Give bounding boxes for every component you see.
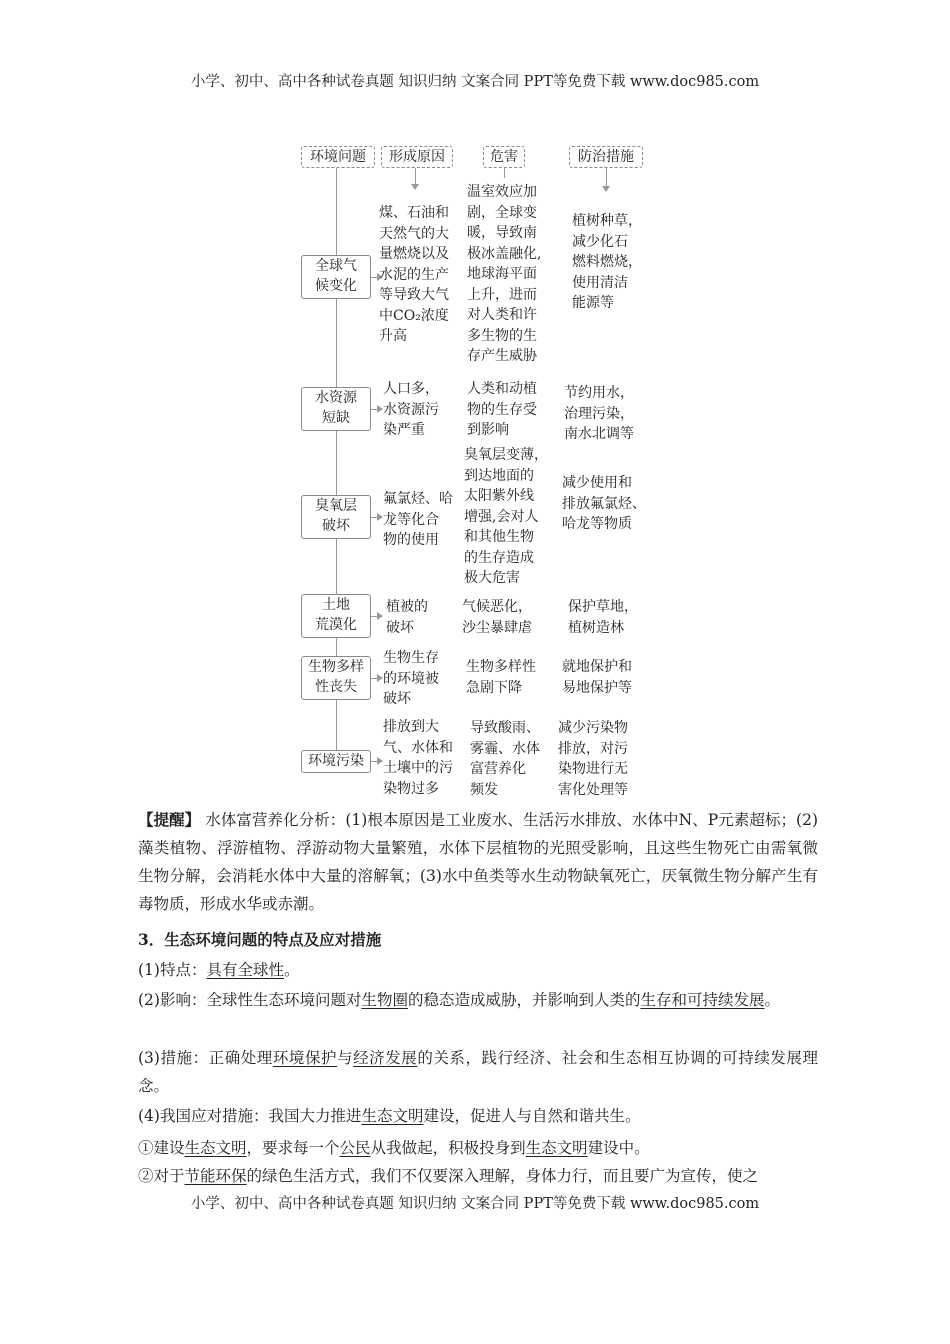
cause-biodiversity: 生物生存 的环境被 破坏 [383, 650, 439, 707]
point-2-answer-1: 生物圈 [361, 991, 408, 1009]
problem-box-climate: 全球气 候变化 [301, 255, 371, 299]
problem-box-desertification: 土地 荒漠化 [301, 594, 371, 638]
point-2-suffix: 。 [764, 991, 781, 1009]
header-connector [504, 168, 505, 178]
measure-pollution: 减少污染物 排放，对污 染物进行无 害化处理等 [558, 720, 628, 798]
point-2-prefix: (2)影响：全球性生态环境问题对 [138, 991, 362, 1009]
point-5-answer-3: 生态文明 [525, 1139, 588, 1157]
point-5-part-c: 从我做起，积极投身到 [370, 1139, 526, 1157]
point-5-answer-2: 公民 [339, 1139, 371, 1157]
row-arrow [377, 612, 383, 620]
point-5-answer-1: 生态文明 [184, 1139, 247, 1157]
point-3-answer-2: 经济发展 [353, 1049, 418, 1067]
point-1-suffix: 。 [283, 961, 300, 979]
page-header: 小学、初中、高中各种试卷真题 知识归纳 文案合同 PPT等免费下载 www.doc985.com [190, 74, 760, 90]
measure-water: 节约用水， 治理污染， 南水北调等 [564, 385, 634, 442]
section-point-4 [138, 1102, 818, 1130]
header-arrow [602, 186, 610, 192]
point-5-part-d: 建设中。 [587, 1139, 650, 1157]
harm-pollution: 导致酸雨、 雾霾、水体 富营养化 频发 [470, 720, 540, 798]
point-5-part-a: ①建设 [138, 1139, 185, 1157]
point-2-answer-2: 生存和可持续发展 [640, 991, 765, 1009]
problem-box-ozone: 臭氧层 破坏 [301, 495, 371, 539]
section-point-2 [138, 986, 818, 1014]
cause-pollution: 排放到大 气、水体和 土壤中的污 染物过多 [383, 719, 453, 797]
section-title: 3．生态环境问题的特点及应对措施 [138, 930, 382, 949]
problem-box-biodiversity: 生物多样 性丧失 [301, 656, 371, 700]
point-6-answer: 节能环保 [184, 1167, 247, 1185]
diagram-header-measure: 防治措施 [569, 146, 643, 168]
harm-water: 人类和动植 物的生存受 到影响 [467, 381, 537, 438]
point-3-prefix: (3)措施：正确处理 [138, 1049, 273, 1067]
harm-ozone: 臭氧层变薄， 到达地面的 太阳紫外线 增强,会对人 和其他生物 的生存造成 极大危害 [464, 447, 548, 586]
cause-desertification: 植被的 破坏 [386, 599, 428, 636]
point-6-part-b: 的绿色生活方式，我们不仅要深入理解，身体力行，而且要广为宣传，使之 [246, 1167, 759, 1185]
diagram-header-cause: 形成原因 [381, 146, 453, 168]
cause-climate: 煤、石油和 天然气的大 量燃烧以及 水泥的生产 等导致大气 中CO₂浓度 升高 [379, 205, 449, 344]
harm-biodiversity: 生物多样性 急剧下降 [466, 659, 536, 696]
point-3-suffix: 的关系，践行经济、社会和生态相互协调的可持续发展理念。 [138, 1049, 818, 1095]
harm-desertification: 气候恶化， 沙尘暴肆虐 [462, 599, 532, 636]
point-4-prefix: (4)我国应对措施：我国大力推进 [138, 1107, 362, 1125]
cause-ozone: 氟氯烃、哈 龙等化合 物的使用 [383, 491, 453, 548]
problem-box-water: 水资源 短缺 [301, 387, 371, 431]
cause-water: 人口多， 水资源污 染严重 [383, 381, 439, 438]
header-connector [606, 168, 607, 188]
section-point-5 [138, 1134, 818, 1162]
point-2-mid: 的稳态造成威胁，并影响到人类的 [407, 991, 641, 1009]
measure-climate: 植树种草， 减少化石 燃料燃烧， 使用清洁 能源等 [572, 213, 642, 311]
header-arrow [411, 184, 419, 190]
tip-text: 水体富营养化分析：(1)根本原因是工业废水、生活污水排放、水体中N、P元素超标；(2)藻类植物、浮游植物、浮游动物大量繁殖，水体下层植物的光照受影响，且这些生物死亡由需氧微生物分解，会消耗水体中大量的溶解氧；(3)水中鱼类等水生动物缺氧死亡，厌氧微生物分解产生有毒物质，形成水华或赤潮。 [138, 811, 818, 913]
harm-climate: 温室效应加 剧，全球变 暖，导致南 极冰盖融化, 地球海平面 上升，进而 对人类和许 多生物的生 存产生威胁 [467, 184, 542, 364]
diagram-header-harm: 危害 [483, 146, 525, 168]
measure-biodiversity: 就地保护和 易地保护等 [562, 659, 632, 696]
section-point-1 [138, 956, 818, 984]
point-4-answer: 生态文明 [361, 1107, 424, 1125]
point-1-prefix: (1)特点： [138, 961, 207, 979]
section-point-3 [138, 1044, 818, 1100]
tip-paragraph [138, 806, 818, 918]
point-4-suffix: 建设，促进人与自然和谐共生。 [423, 1107, 641, 1125]
section-point-6 [138, 1162, 818, 1190]
measure-ozone: 减少使用和 排放氟氯烃、 哈龙等物质 [562, 475, 646, 532]
page-footer: 小学、初中、高中各种试卷真题 知识归纳 文案合同 PPT等免费下载 www.doc985.com [190, 1196, 760, 1212]
point-6-part-a: ②对于 [138, 1167, 185, 1185]
diagram-header-problem: 环境问题 [301, 146, 375, 168]
tip-label: 【提醒】 [138, 810, 201, 829]
point-3-answer-1: 环境保护 [272, 1049, 338, 1067]
point-5-part-b: ，要求每一个 [246, 1139, 340, 1157]
measure-desertification: 保护草地， 植树造林 [568, 599, 638, 636]
point-3-mid: 与 [337, 1049, 354, 1067]
point-1-answer: 具有全球性 [206, 961, 284, 979]
problem-box-pollution: 环境污染 [301, 750, 371, 773]
